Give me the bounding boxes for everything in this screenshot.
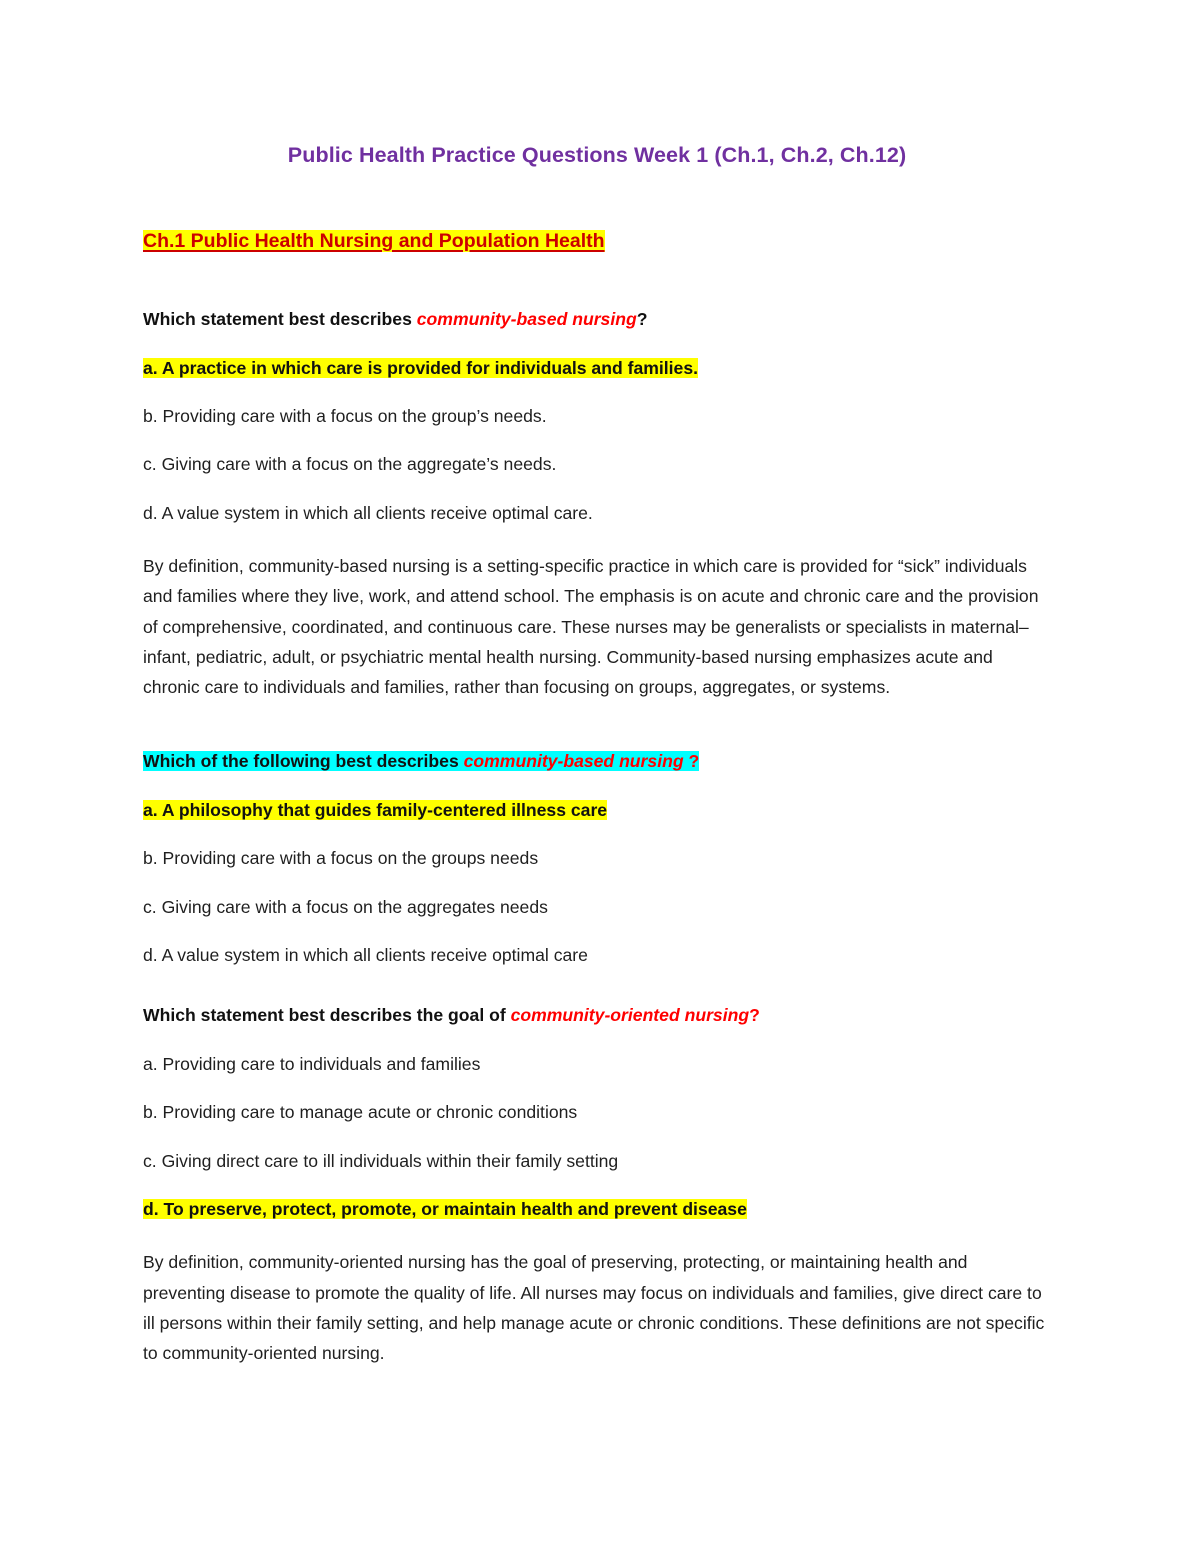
question-stem-emphasis: community-based nursing bbox=[463, 751, 684, 772]
page-title: Public Health Practice Questions Week 1 (Ch.1, Ch.2, Ch.12) bbox=[287, 143, 907, 167]
question-stem-highlight bbox=[143, 751, 699, 771]
question-stem-prefix: Which statement best describes bbox=[143, 309, 417, 330]
heading-spacer bbox=[143, 254, 1051, 306]
answer-option-text: c. Giving care with a focus on the aggregates needs bbox=[143, 896, 548, 917]
answer-option-text: a. A practice in which care is provided for individuals and families. bbox=[143, 357, 699, 378]
answer-option[interactable] bbox=[143, 872, 1051, 920]
section-heading-text: Ch.1 Public Health Nursing and Population Health bbox=[143, 229, 605, 252]
answer-option-text: d. A value system in which all clients receive optimal care bbox=[143, 944, 588, 965]
answer-option[interactable] bbox=[143, 775, 1051, 823]
question-stem bbox=[143, 306, 1051, 332]
document-content bbox=[143, 0, 1051, 1368]
answer-option[interactable] bbox=[143, 429, 1051, 477]
question-stem-highlight bbox=[143, 309, 647, 329]
question-gap bbox=[143, 968, 1051, 1002]
question-block bbox=[143, 1002, 1051, 1368]
question-gap bbox=[143, 702, 1051, 748]
question-block bbox=[143, 306, 1051, 702]
answer-option[interactable] bbox=[143, 823, 1051, 871]
answer-option-text: a. Providing care to individuals and families bbox=[143, 1053, 481, 1074]
question-stem bbox=[143, 1002, 1051, 1028]
question-stem-prefix: Which statement best describes the goal of bbox=[143, 1005, 511, 1026]
answer-option[interactable] bbox=[143, 381, 1051, 429]
answer-option[interactable] bbox=[143, 1174, 1051, 1222]
question-stem-highlight bbox=[143, 1005, 760, 1025]
answer-option[interactable] bbox=[143, 478, 1051, 526]
question-stem-suffix: ? bbox=[749, 1005, 760, 1026]
answer-option[interactable] bbox=[143, 1126, 1051, 1174]
answer-rationale: By definition, community-oriented nursing has the goal of preserving, protecting, or maintaining health and preventing disease to promote the quality of life. All nurses may focus on individuals and families, give direct care to ill persons within their family setting, and help manage acute or chronic conditions. These definitions are not specific to community-oriented nursing. bbox=[143, 1252, 1045, 1364]
question-stem-emphasis: community-oriented nursing bbox=[510, 1005, 750, 1026]
answer-option[interactable] bbox=[143, 333, 1051, 381]
questions-list bbox=[143, 306, 1051, 1368]
answer-option-text: c. Giving care with a focus on the aggregate’s needs. bbox=[143, 454, 557, 475]
question-stem-prefix: Which of the following best describes bbox=[143, 751, 464, 772]
answer-option-text: c. Giving direct care to ill individuals within their family setting bbox=[143, 1150, 619, 1171]
answer-option-text: b. Providing care with a focus on the group’s needs. bbox=[143, 406, 547, 426]
answer-option[interactable] bbox=[143, 1077, 1051, 1125]
answer-option-text: d. A value system in which all clients receive optimal care. bbox=[143, 502, 593, 523]
question-stem-emphasis: community-based nursing bbox=[416, 309, 637, 330]
question-block bbox=[143, 748, 1051, 968]
answer-rationale: By definition, community-based nursing is a setting-specific practice in which care is provided for “sick” individuals and families where they live, work, and attend school. The emphasis is on acute and chronic care and the provision of comprehensive, coordinated, and continuous care. These nurses may be generalists or specialists in maternal–infant, pediatric, adult, or psychiatric mental health nursing. Community-based nursing emphasizes acute and chronic care to individuals and families, rather than focusing on groups, aggregates, or systems. bbox=[143, 556, 1039, 698]
question-stem bbox=[143, 748, 1051, 774]
answer-option-text: d. To preserve, protect, promote, or maintain health and prevent disease bbox=[143, 1198, 747, 1219]
answer-option[interactable] bbox=[143, 920, 1051, 968]
answer-option-text: a. A philosophy that guides family-centered illness care bbox=[143, 799, 608, 820]
answer-option-text: b. Providing care with a focus on the groups needs bbox=[143, 848, 539, 869]
answer-option[interactable] bbox=[143, 1029, 1051, 1077]
answer-option-text: b. Providing care to manage acute or chronic conditions bbox=[143, 1102, 578, 1123]
question-stem-suffix: ? bbox=[683, 751, 700, 772]
title-spacer bbox=[143, 169, 1051, 229]
section-heading bbox=[143, 229, 1051, 254]
question-stem-suffix: ? bbox=[636, 309, 648, 330]
